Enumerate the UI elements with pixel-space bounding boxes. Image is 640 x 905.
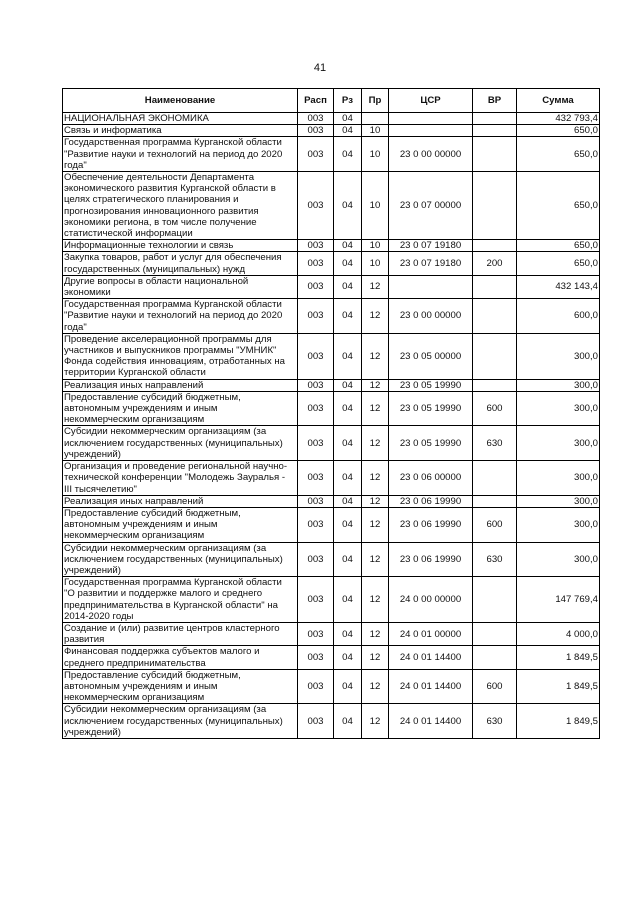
header-csr: ЦСР (389, 89, 473, 113)
row-rasp: 003 (298, 125, 334, 137)
row-rz: 04 (334, 646, 362, 669)
row-vr: 600 (473, 391, 517, 426)
row-rz: 04 (334, 426, 362, 461)
row-csr: 23 0 05 19990 (389, 426, 473, 461)
row-rasp: 003 (298, 495, 334, 507)
row-pr: 12 (362, 622, 389, 645)
table-row (63, 113, 600, 125)
row-vr: 630 (473, 426, 517, 461)
row-vr (473, 461, 517, 496)
table-row (63, 426, 600, 461)
row-rasp: 003 (298, 252, 334, 275)
row-pr: 10 (362, 252, 389, 275)
row-csr: 24 0 00 00000 (389, 577, 473, 623)
row-rasp: 003 (298, 622, 334, 645)
row-rasp: 003 (298, 299, 334, 334)
table-row (63, 646, 600, 669)
row-vr (473, 495, 517, 507)
table-row (63, 669, 600, 704)
row-name: Предоставление субсидий бюджетным, автономным учреждениям и иным некоммерческим организациям (63, 669, 298, 704)
row-name: Организация и проведение региональной научно-технической конференции "Молодежь Зауралья - III тысячелетию" (63, 461, 298, 496)
row-sum: 300,0 (517, 333, 600, 379)
row-rz: 04 (334, 507, 362, 542)
row-sum: 300,0 (517, 391, 600, 426)
table-row (63, 275, 600, 298)
row-sum: 300,0 (517, 542, 600, 577)
row-csr: 24 0 01 00000 (389, 622, 473, 645)
row-rz: 04 (334, 391, 362, 426)
row-rasp: 003 (298, 704, 334, 739)
header-rasp: Расп (298, 89, 334, 113)
row-rz: 04 (334, 275, 362, 298)
table-row (63, 172, 600, 240)
table-row (63, 137, 600, 172)
row-sum: 650,0 (517, 137, 600, 172)
row-sum: 432 793,4 (517, 113, 600, 125)
header-rz: Рз (334, 89, 362, 113)
row-vr (473, 137, 517, 172)
row-name: Государственная программа Курганской области "Развитие науки и технологий на период до 2020 года" (63, 137, 298, 172)
row-name: Субсидии некоммерческим организациям (за исключением государственных (муниципальных) учреждений) (63, 704, 298, 739)
budget-table (62, 88, 600, 739)
row-vr (473, 299, 517, 334)
row-rz: 04 (334, 379, 362, 391)
row-name: Закупка товаров, работ и услуг для обеспечения государственных (муниципальных) нужд (63, 252, 298, 275)
row-csr: 23 0 07 19180 (389, 240, 473, 252)
row-pr: 12 (362, 577, 389, 623)
row-csr: 23 0 05 00000 (389, 333, 473, 379)
row-pr: 10 (362, 172, 389, 240)
row-rz: 04 (334, 137, 362, 172)
row-pr: 12 (362, 507, 389, 542)
row-rz: 04 (334, 113, 362, 125)
row-sum: 1 849,5 (517, 669, 600, 704)
row-rasp: 003 (298, 646, 334, 669)
row-rasp: 003 (298, 275, 334, 298)
table-row (63, 461, 600, 496)
row-name: Другие вопросы в области национальной экономики (63, 275, 298, 298)
row-sum: 1 849,5 (517, 646, 600, 669)
row-sum: 300,0 (517, 507, 600, 542)
row-sum: 600,0 (517, 299, 600, 334)
row-csr: 23 0 00 00000 (389, 299, 473, 334)
row-csr: 23 0 00 00000 (389, 137, 473, 172)
row-name: НАЦИОНАЛЬНАЯ ЭКОНОМИКА (63, 113, 298, 125)
row-rasp: 003 (298, 379, 334, 391)
row-pr: 12 (362, 426, 389, 461)
row-pr: 12 (362, 333, 389, 379)
table-row (63, 252, 600, 275)
row-pr: 12 (362, 542, 389, 577)
row-name: Информационные технологии и связь (63, 240, 298, 252)
row-csr: 23 0 05 19990 (389, 391, 473, 426)
row-rz: 04 (334, 461, 362, 496)
row-rasp: 003 (298, 137, 334, 172)
row-sum: 300,0 (517, 379, 600, 391)
row-vr (473, 240, 517, 252)
row-pr: 12 (362, 391, 389, 426)
table-row (63, 299, 600, 334)
row-name: Предоставление субсидий бюджетным, автономным учреждениям и иным некоммерческим организациям (63, 507, 298, 542)
row-name: Проведение акселерационной программы для участников и выпускников программы "УМНИК" Фонда содействия инновациям, отработанных на территории Курганской области (63, 333, 298, 379)
row-name: Финансовая поддержка субъектов малого и среднего предпринимательства (63, 646, 298, 669)
row-csr: 23 0 07 19180 (389, 252, 473, 275)
row-vr (473, 275, 517, 298)
row-csr: 23 0 06 00000 (389, 461, 473, 496)
row-rasp: 003 (298, 461, 334, 496)
table-row (63, 333, 600, 379)
row-pr: 12 (362, 461, 389, 496)
row-name: Субсидии некоммерческим организациям (за исключением государственных (муниципальных) учреждений) (63, 542, 298, 577)
row-pr: 12 (362, 495, 389, 507)
row-rasp: 003 (298, 240, 334, 252)
row-pr: 12 (362, 704, 389, 739)
row-rz: 04 (334, 704, 362, 739)
row-rasp: 003 (298, 669, 334, 704)
row-sum: 300,0 (517, 495, 600, 507)
row-csr: 23 0 06 19990 (389, 495, 473, 507)
row-sum: 650,0 (517, 172, 600, 240)
row-name: Создание и (или) развитие центров кластерного развития (63, 622, 298, 645)
page-number: 41 (313, 62, 327, 74)
row-rz: 04 (334, 495, 362, 507)
row-name: Обеспечение деятельности Департамента экономического развития Курганской области в целях стратегического планирования и прогнозирования инновационного развития экономики региона, в том числе получение статистической информации (63, 172, 298, 240)
table-row (63, 622, 600, 645)
row-rasp: 003 (298, 542, 334, 577)
row-sum: 147 769,4 (517, 577, 600, 623)
row-rz: 04 (334, 577, 362, 623)
row-pr: 10 (362, 125, 389, 137)
row-rz: 04 (334, 333, 362, 379)
row-vr (473, 622, 517, 645)
row-rasp: 003 (298, 426, 334, 461)
table-row (63, 240, 600, 252)
row-pr: 12 (362, 669, 389, 704)
row-vr (473, 646, 517, 669)
row-rz: 04 (334, 125, 362, 137)
row-rz: 04 (334, 299, 362, 334)
row-csr: 24 0 01 14400 (389, 704, 473, 739)
header-vr: ВР (473, 89, 517, 113)
row-vr (473, 333, 517, 379)
row-rz: 04 (334, 542, 362, 577)
row-vr (473, 379, 517, 391)
header-name: Наименование (63, 89, 298, 113)
row-csr: 23 0 05 19990 (389, 379, 473, 391)
table-body (63, 113, 600, 739)
table-row (63, 704, 600, 739)
table-row (63, 495, 600, 507)
row-name: Государственная программа Курганской области "О развитии и поддержке малого и среднего предпринимательства в Курганской области" на 2014-2020 годы (63, 577, 298, 623)
row-sum: 4 000,0 (517, 622, 600, 645)
row-pr: 12 (362, 379, 389, 391)
row-pr (362, 113, 389, 125)
table-row (63, 507, 600, 542)
row-rz: 04 (334, 172, 362, 240)
row-csr (389, 125, 473, 137)
row-rz: 04 (334, 240, 362, 252)
row-csr: 23 0 06 19990 (389, 542, 473, 577)
table-row (63, 542, 600, 577)
row-vr (473, 577, 517, 623)
table-row (63, 577, 600, 623)
row-sum: 650,0 (517, 240, 600, 252)
row-rz: 04 (334, 252, 362, 275)
row-vr: 630 (473, 704, 517, 739)
row-name: Предоставление субсидий бюджетным, автономным учреждениям и иным некоммерческим организациям (63, 391, 298, 426)
row-vr: 200 (473, 252, 517, 275)
row-rasp: 003 (298, 172, 334, 240)
row-name: Реализация иных направлений (63, 379, 298, 391)
row-vr (473, 113, 517, 125)
row-csr: 23 0 06 19990 (389, 507, 473, 542)
table-header-row (63, 89, 600, 113)
row-pr: 12 (362, 299, 389, 334)
header-sum: Сумма (517, 89, 600, 113)
row-csr (389, 275, 473, 298)
row-rasp: 003 (298, 577, 334, 623)
row-rz: 04 (334, 622, 362, 645)
row-csr: 24 0 01 14400 (389, 669, 473, 704)
row-csr (389, 113, 473, 125)
row-vr: 630 (473, 542, 517, 577)
row-rasp: 003 (298, 113, 334, 125)
header-pr: Пр (362, 89, 389, 113)
row-rasp: 003 (298, 391, 334, 426)
row-sum: 300,0 (517, 426, 600, 461)
row-rasp: 003 (298, 333, 334, 379)
row-pr: 12 (362, 646, 389, 669)
row-vr (473, 172, 517, 240)
row-rz: 04 (334, 669, 362, 704)
row-sum: 1 849,5 (517, 704, 600, 739)
row-rasp: 003 (298, 507, 334, 542)
row-name: Реализация иных направлений (63, 495, 298, 507)
row-pr: 10 (362, 240, 389, 252)
table-row (63, 391, 600, 426)
row-vr: 600 (473, 507, 517, 542)
row-vr (473, 125, 517, 137)
row-sum: 432 143,4 (517, 275, 600, 298)
row-sum: 300,0 (517, 461, 600, 496)
table-row (63, 125, 600, 137)
row-name: Государственная программа Курганской области "Развитие науки и технологий на период до 2020 года" (63, 299, 298, 334)
row-pr: 12 (362, 275, 389, 298)
row-csr: 24 0 01 14400 (389, 646, 473, 669)
row-pr: 10 (362, 137, 389, 172)
row-sum: 650,0 (517, 252, 600, 275)
row-sum: 650,0 (517, 125, 600, 137)
row-vr: 600 (473, 669, 517, 704)
table-row (63, 379, 600, 391)
row-csr: 23 0 07 00000 (389, 172, 473, 240)
row-name: Субсидии некоммерческим организациям (за исключением государственных (муниципальных) учреждений) (63, 426, 298, 461)
row-name: Связь и информатика (63, 125, 298, 137)
